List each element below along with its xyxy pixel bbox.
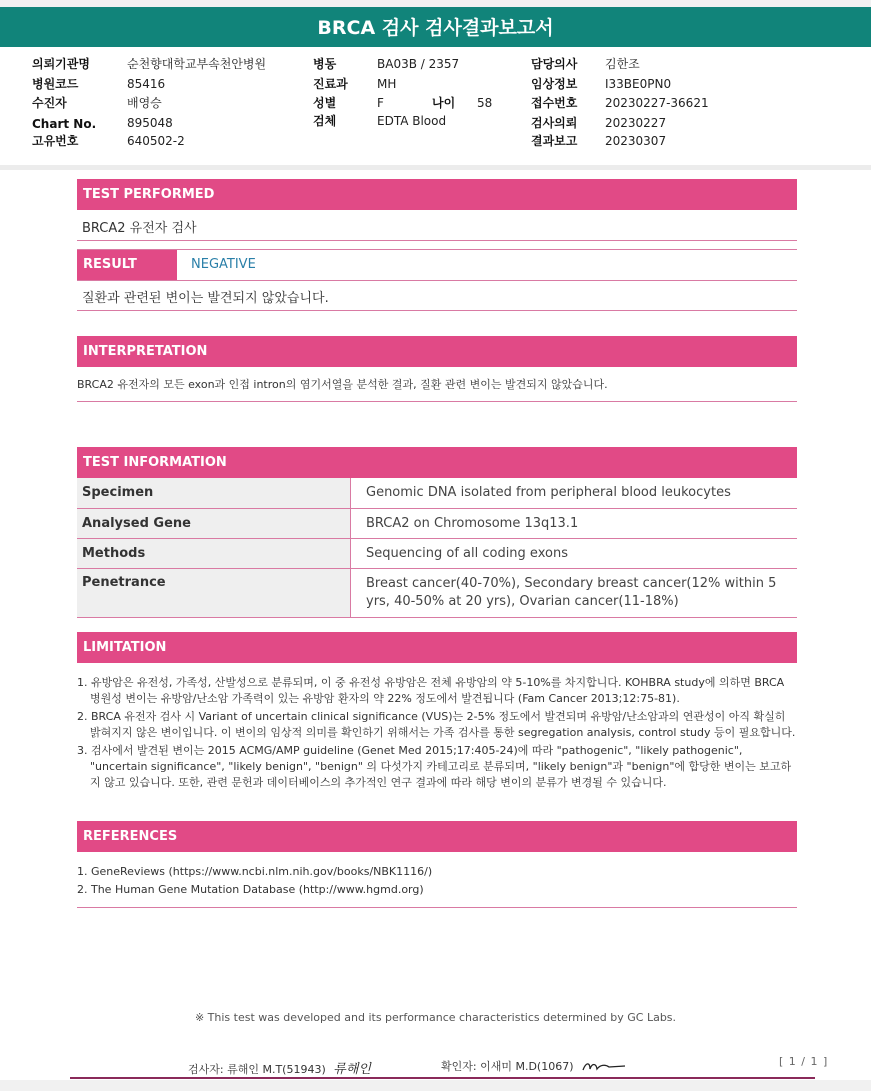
patient-value: 배영승 xyxy=(127,96,162,110)
reference-item: 2. The Human Gene Mutation Database (http://www.hgmd.org) xyxy=(77,883,424,896)
limitation-heading: LIMITATION xyxy=(77,632,797,663)
info-row-specimen xyxy=(77,478,797,508)
header-divider xyxy=(0,165,871,170)
age-value: 58 xyxy=(477,96,493,110)
info-value: Genomic DNA isolated from peripheral blood leukocytes xyxy=(366,485,731,500)
references-list xyxy=(77,864,797,900)
chart-value: 895048 xyxy=(127,116,173,130)
report-date-label: 결과보고 xyxy=(531,134,578,148)
info-value: BRCA2 on Chromosome 13q13.1 xyxy=(366,516,579,531)
limitation-item: 3. 검사에서 발견된 변이는 2015 ACMG/AMP guideline (Genet Med 2015;17:405-24)에 따라 "pathogenic", "likely pathogenic", "uncertain significance", "likely benign", "benign" 의 다섯가지 카테고리로 분류되며, "likely benign"과 "benign"에 합당한 변이는 보고하지 않고 있습니다. 또한, 관련 문헌과 데이터베이스의 추가적인 연구 결과에 따라 해당 변이의 분류가 변경될 수 있습니다. xyxy=(77,744,792,789)
doctor-label: 담당의사 xyxy=(531,57,578,71)
institution-label: 의뢰기관명 xyxy=(32,57,90,71)
info-row-gene xyxy=(77,509,797,538)
divider xyxy=(77,401,797,402)
references-heading: REFERENCES xyxy=(77,821,797,852)
divider xyxy=(77,249,797,250)
sex-label: 성별 xyxy=(313,96,337,110)
patient-header xyxy=(0,48,871,166)
divider xyxy=(77,310,797,311)
receipt-label: 접수번호 xyxy=(531,96,578,110)
result-description: 질환과 관련된 변이는 발견되지 않았습니다. xyxy=(82,291,329,306)
clinical-value: I33BE0PN0 xyxy=(605,77,672,91)
report-title: BRCA 검사 검사결과보고서 xyxy=(0,7,871,47)
unique-id-label: 고유번호 xyxy=(32,134,79,148)
report-date-value: 20230307 xyxy=(605,134,667,148)
info-value: Breast cancer(40-70%), Secondary breast cancer(12% within 5 yrs, 40-50% at 20 yrs), Ovarian cancer(11-18%) xyxy=(366,576,777,609)
dept-label: 진료과 xyxy=(313,77,348,91)
sex-value: F xyxy=(377,96,384,110)
divider xyxy=(77,617,797,618)
page-number: [ 1 / 1 ] xyxy=(779,1055,829,1068)
info-value: Sequencing of all coding exons xyxy=(366,546,568,561)
info-key: Specimen xyxy=(77,478,350,508)
receipt-value: 20230227-36621 xyxy=(605,96,709,110)
column-divider xyxy=(350,478,351,508)
hospital-code-value: 85416 xyxy=(127,77,166,91)
hospital-code-label: 병원코드 xyxy=(32,77,79,91)
dept-value: MH xyxy=(377,77,397,91)
interpretation-heading: INTERPRETATION xyxy=(77,336,797,367)
info-key: Penetrance xyxy=(77,569,350,617)
limitation-item: 2. BRCA 유전자 검사 시 Variant of uncertain clinical significance (VUS)는 2-5% 정도에서 발견되며 유방암/난소암과의 연관성이 아직 확실히 밝혀지지 않은 변이입니다. 이 변이의 임상적 의미를 확인하기 위해서는 가족 검사를 통한 segregation analysis, control study 등이 필요합니다. xyxy=(77,710,796,739)
footer-note: ※ This test was developed and its performance characteristics determined by GC Labs. xyxy=(194,1011,677,1024)
reference-item: 1. GeneReviews (https://www.ncbi.nlm.nih.gov/books/NBK1116/) xyxy=(77,865,433,878)
divider xyxy=(77,240,797,241)
result-value: NEGATIVE xyxy=(191,257,256,272)
clinical-label: 임상정보 xyxy=(531,77,578,91)
examiner-signature: 류해인 xyxy=(333,1062,371,1077)
specimen-label: 검체 xyxy=(313,114,337,128)
age-label: 나이 xyxy=(432,96,456,110)
info-key: Analysed Gene xyxy=(77,509,350,538)
limitation-list xyxy=(77,675,797,793)
footer-rule xyxy=(70,1077,815,1079)
request-value: 20230227 xyxy=(605,116,667,130)
confirmer-block xyxy=(441,1058,627,1074)
divider xyxy=(77,907,797,908)
request-label: 검사의뢰 xyxy=(531,116,578,130)
institution-value: 순천향대학교부속천안병원 xyxy=(127,57,267,71)
ward-label: 병동 xyxy=(313,57,337,71)
examiner-label: 검사자: xyxy=(188,1063,224,1076)
bottom-strip xyxy=(0,1080,871,1091)
info-key: Methods xyxy=(77,539,350,568)
info-row-penetrance xyxy=(77,569,797,617)
column-divider xyxy=(350,569,351,617)
top-strip xyxy=(0,0,871,7)
result-label: RESULT xyxy=(77,250,177,280)
examiner-value: 류해인 M.T(51943) xyxy=(227,1063,326,1076)
interpretation-text: BRCA2 유전자의 모든 exon과 인접 intron의 염기서열을 분석한 결과, 질환 관련 변이는 발견되지 않았습니다. xyxy=(77,378,608,391)
column-divider xyxy=(350,509,351,538)
chart-label: Chart No. xyxy=(32,117,97,131)
doctor-value: 김한조 xyxy=(605,57,640,71)
unique-id-value: 640502-2 xyxy=(127,134,185,148)
confirmer-label: 확인자: xyxy=(441,1060,477,1073)
limitation-item: 1. 유방암은 유전성, 가족성, 산발성으로 분류되며, 이 중 유전성 유방암은 전체 유방암의 약 5-10%를 차지합니다. KOHBRA study에 의하면 BRCA 병원성 변이는 유방암/난소암 가족력이 있는 유방암 환자의 약 22% 정도에서 발견됩니다 (Fam Cancer 2013;12:75-81). xyxy=(77,676,785,705)
specimen-value: EDTA Blood xyxy=(377,114,447,128)
confirmer-signature-icon xyxy=(581,1060,627,1074)
test-performed-heading: TEST PERFORMED xyxy=(77,179,797,210)
ward-value: BA03B / 2357 xyxy=(377,57,460,71)
test-information-heading: TEST INFORMATION xyxy=(77,447,797,478)
divider xyxy=(77,280,797,281)
test-performed-value: BRCA2 유전자 검사 xyxy=(82,221,197,236)
examiner-block xyxy=(188,1058,371,1077)
info-row-methods xyxy=(77,539,797,568)
patient-label: 수진자 xyxy=(32,96,67,110)
confirmer-value: 이새미 M.D(1067) xyxy=(480,1060,574,1073)
column-divider xyxy=(350,539,351,568)
